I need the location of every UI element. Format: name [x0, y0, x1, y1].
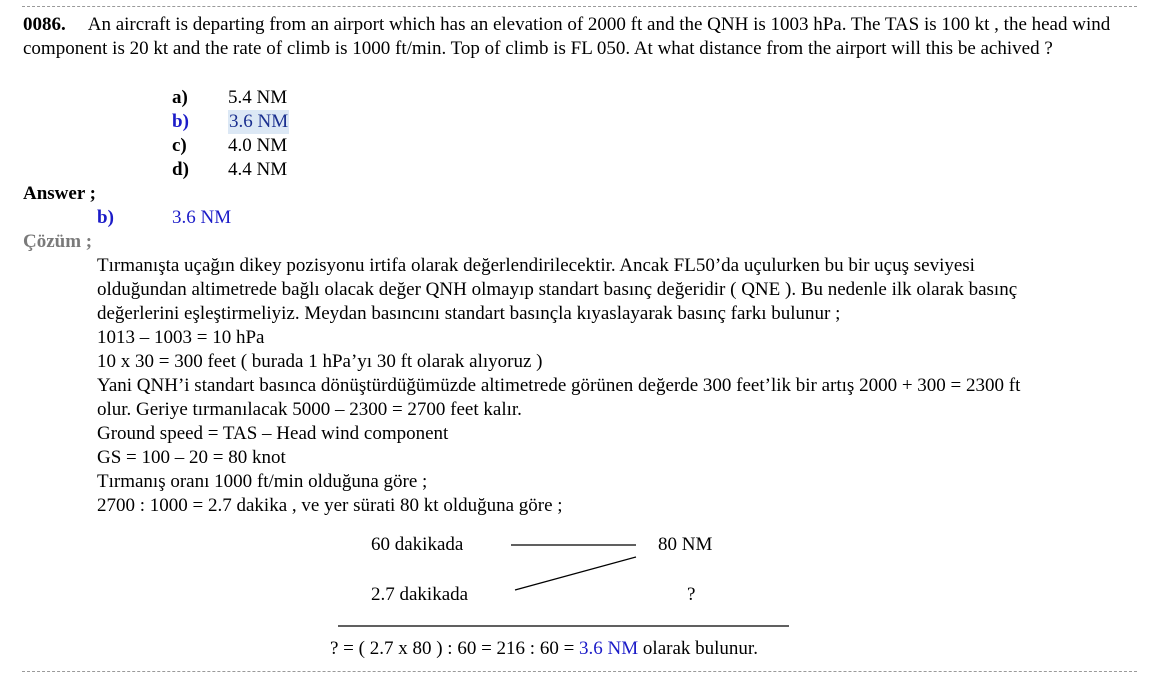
proportion-row1-left: 60 dakikada	[371, 534, 464, 555]
proportion-row2-right: ?	[687, 584, 696, 605]
solution-line: Tırmanışta uçağın dikey pozisyonu irtifa olarak değerlendirilecektir. Ancak FL50’da uçulurken bu bir uçuş seviyesi	[97, 255, 975, 276]
answer-letter: b)	[97, 207, 114, 228]
result-prefix: ? = ( 2.7 x 80 ) : 60 = 216 : 60 =	[330, 638, 580, 659]
solution-line: olduğundan altimetrede bağlı olacak değer QNH olmayıp standart basınç değeridir ( QNE ). Bu nedenle ilk olarak basınç	[97, 279, 1018, 300]
option-d-letter: d)	[172, 159, 189, 180]
solution-line: 1013 – 1003 = 10 hPa	[97, 327, 265, 348]
option-a-letter: a)	[172, 87, 188, 108]
solution-line: Yani QNH’i standart basınca dönüştürdüğümüzde altimetrede görünen değerde 300 feet’lik bir artış 2000 + 300 = 2300 ft	[97, 375, 1021, 396]
question-text: An aircraft is departing from an airport which has an elevation of 2000 ft and the QNH is 1003 hPa. The TAS is 100 kt , the head wind component is 20 kt and the rate of climb is 1000 ft/min. Top of climb is FL 050. At what distance from the airport will this be achived ?	[23, 14, 1111, 59]
option-d-text: 4.4 NM	[228, 159, 288, 180]
result-value: 3.6 NM	[579, 638, 639, 659]
solution-line: GS = 100 – 20 = 80 knot	[97, 447, 286, 468]
solution-line: değerlerini eşleştirmeliyiz. Meydan basıncını standart basınçla kıyaslayarak basınç farkı bulunur ;	[97, 303, 841, 324]
proportion-row1-right: 80 NM	[658, 534, 713, 555]
solution-label: Çözüm ;	[23, 231, 93, 252]
result-suffix: olarak bulunur.	[638, 638, 758, 659]
solution-line: 2700 : 1000 = 2.7 dakika , ve yer sürati 80 kt olduğuna göre ;	[97, 495, 563, 516]
answer-label: Answer ;	[23, 183, 97, 204]
option-a-text: 5.4 NM	[228, 87, 288, 108]
option-c-text: 4.0 NM	[228, 135, 288, 156]
result-line	[330, 637, 758, 661]
solution-line: Tırmanış oranı 1000 ft/min olduğuna göre ;	[97, 471, 428, 492]
option-b-letter: b)	[172, 111, 189, 132]
proportion-row2-left: 2.7 dakikada	[371, 584, 469, 605]
option-b-text: 3.6 NM	[229, 111, 289, 132]
solution-line: olur. Geriye tırmanılacak 5000 – 2300 = 2700 feet kalır.	[97, 399, 522, 420]
answer-text: 3.6 NM	[172, 207, 232, 228]
solution-line: 10 x 30 = 300 feet ( burada 1 hPa’yı 30 ft olarak alıyoruz )	[97, 351, 543, 372]
proportion-diagonal-line	[515, 557, 636, 590]
bottom-divider	[22, 671, 1137, 672]
question-number: 0086.	[23, 14, 66, 35]
option-c-letter: c)	[172, 135, 187, 156]
solution-line: Ground speed = TAS – Head wind component	[97, 423, 449, 444]
